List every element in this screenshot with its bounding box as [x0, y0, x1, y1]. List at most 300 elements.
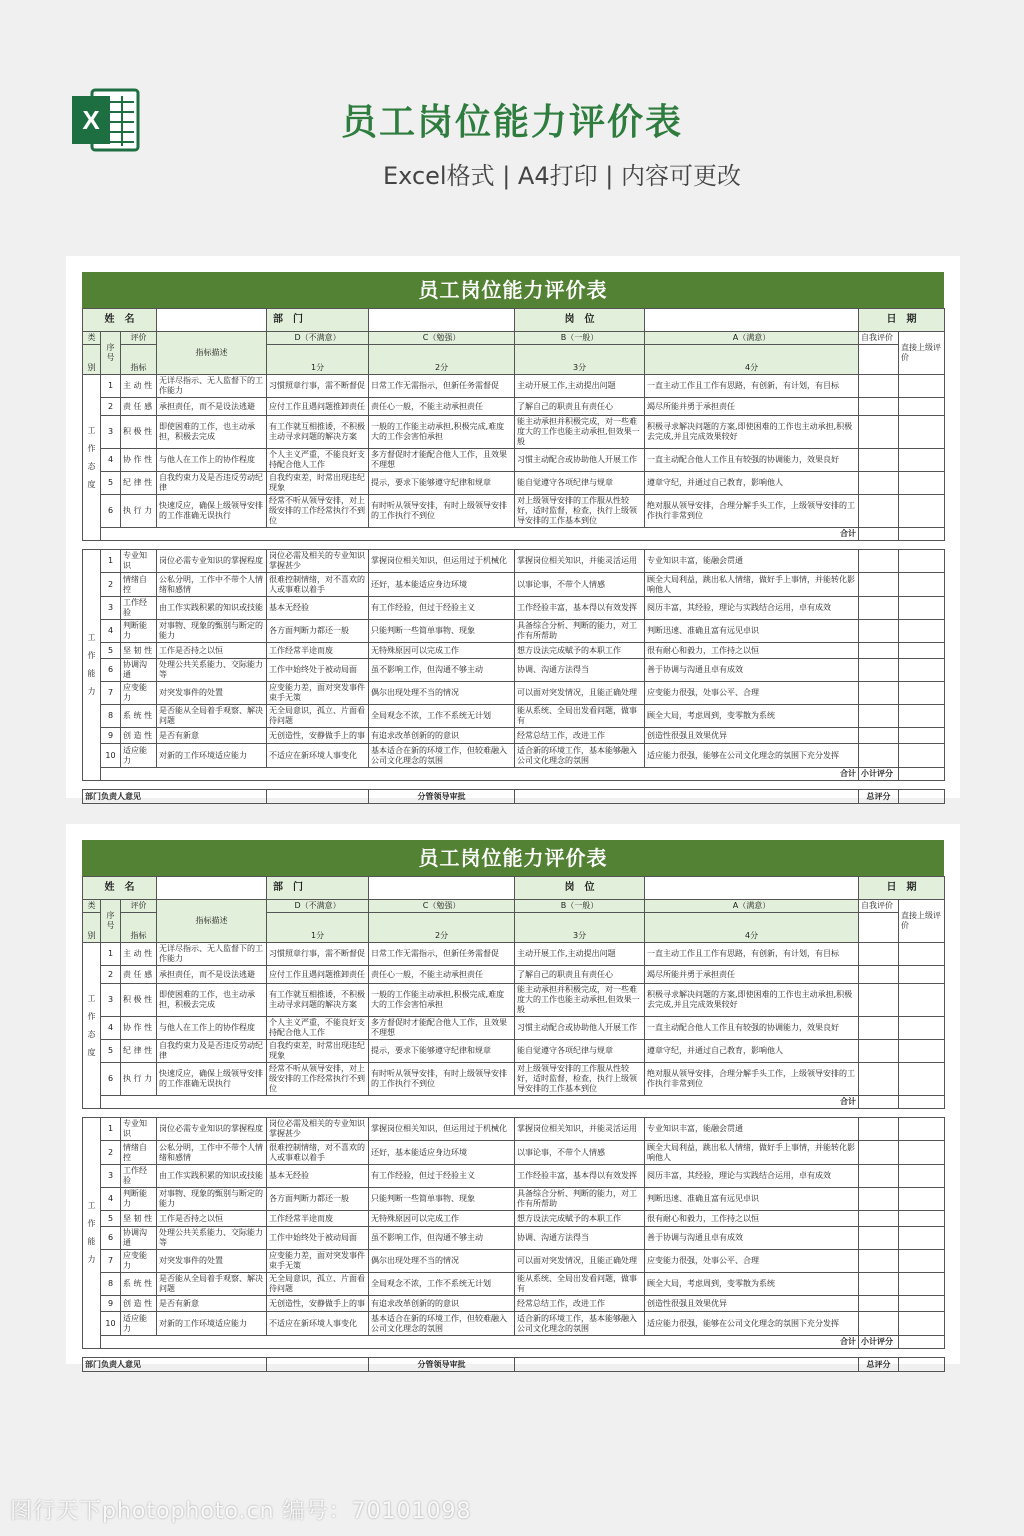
- indicator-name: 主 动 性: [121, 375, 157, 398]
- level-desc: 想方设法完成赋予的本职工作: [515, 1211, 645, 1227]
- row-number: 4: [101, 620, 121, 643]
- level-desc: 提示，要求下能够遵守纪律和规章: [369, 472, 515, 495]
- level-desc: 顾全大局利益，跳出私人情绪，做好手上事情，并能转化影响他人: [645, 573, 859, 597]
- level-desc: 阅历丰富，其经验，理论与实践结合运用，卓有成效: [645, 1165, 859, 1188]
- boss-score-cell[interactable]: [899, 573, 945, 597]
- level-desc: 只能判断一些简单事物、现象: [369, 620, 515, 643]
- level-desc: 主动开展工作,主动提出问题: [515, 375, 645, 398]
- level-a-head: A（满意）: [645, 332, 859, 345]
- level-desc: 竭尽所能并勇于承担责任: [645, 398, 859, 416]
- row-number: 1: [101, 375, 121, 398]
- level-desc: 很有耐心和毅力，工作持之以恒: [645, 1211, 859, 1227]
- boss-score-cell[interactable]: [899, 1188, 945, 1211]
- indicator-desc: 即使困难的工作，也主动承担，积极去完成: [157, 416, 267, 449]
- name-label: 姓 名: [83, 877, 157, 900]
- indicator-desc: 是否能从全局着手观察、解决问题: [157, 705, 267, 728]
- level-desc: 一直主动配合他人工作且有较强的协调能力，效果良好: [645, 1017, 859, 1040]
- self-score-cell[interactable]: [859, 398, 899, 416]
- name-field[interactable]: [157, 877, 267, 900]
- self-score-cell[interactable]: [859, 1273, 899, 1296]
- indicator-desc: 工作是否持之以恒: [157, 1211, 267, 1227]
- evaluation-table: [82, 876, 945, 1372]
- level-desc: 绝对服从领导安排，合理分解手头工作，上级领导安排的工作执行非常到位: [645, 1063, 859, 1096]
- level-desc: 能主动承担并积极完成，对一些难度大的工作也能主动承担,但效果一般: [515, 984, 645, 1017]
- post-field[interactable]: [645, 309, 859, 332]
- indicator-desc: 快速反应，确保上级领导安排的工作准确无误执行: [157, 1063, 267, 1096]
- leader-approval-label: 分管领导审批: [369, 1358, 515, 1372]
- level-desc: 应变能力很强，处事公平、合理: [645, 1250, 859, 1273]
- level-desc: 应付工作且遇问题推卸责任: [267, 966, 369, 984]
- indicator-desc: 由工作实践积累的知识或技能: [157, 1165, 267, 1188]
- self-score-cell[interactable]: [859, 1296, 899, 1312]
- row-number: 6: [101, 495, 121, 528]
- level-desc: 有工作就互相推诿，不积极主动寻求问题的解决方案: [267, 416, 369, 449]
- attitude-category-char: 作: [87, 443, 96, 453]
- level-desc: 很难控制情绪，对不喜欢的人或事难以着手: [267, 1141, 369, 1165]
- boss-score-cell[interactable]: [899, 550, 945, 573]
- level-desc: 虽不影响工作，但沟通不够主动: [369, 1227, 515, 1250]
- indicator-name: 执 行 力: [121, 1063, 157, 1096]
- ability-total-boss[interactable]: [899, 768, 945, 781]
- self-score-cell[interactable]: [859, 375, 899, 398]
- dept-field[interactable]: [369, 877, 515, 900]
- indicator-desc: 承担责任，而不是设法逃避: [157, 966, 267, 984]
- boss-score-cell[interactable]: [899, 495, 945, 528]
- level-desc: 专业知识丰富，能融会贯通: [645, 550, 859, 573]
- row-number: 4: [101, 449, 121, 472]
- ability-row: [83, 597, 945, 620]
- level-desc: 可以面对突发情况，且能正确处理: [515, 1250, 645, 1273]
- self-score-cell[interactable]: [859, 943, 899, 966]
- row-number: 7: [101, 1250, 121, 1273]
- name-field[interactable]: [157, 309, 267, 332]
- ability-category-char: 力: [87, 1255, 96, 1264]
- boss-score-cell[interactable]: [899, 984, 945, 1017]
- score-1: 1分: [267, 913, 369, 943]
- level-desc: 能自觉遵守各项纪律与规章: [515, 472, 645, 495]
- dept-label: 部 门: [267, 877, 369, 900]
- post-field[interactable]: [645, 877, 859, 900]
- self-score-cell[interactable]: [859, 449, 899, 472]
- level-desc: 责任心一般，不能主动承担责任: [369, 398, 515, 416]
- row-number: 9: [101, 728, 121, 744]
- row-number: 8: [101, 1273, 121, 1296]
- row-number: 7: [101, 682, 121, 705]
- self-score-cell[interactable]: [859, 1017, 899, 1040]
- level-desc: 有时听从领导安排，有时上级领导安排的工作执行不到位: [369, 1063, 515, 1096]
- page-header: [0, 0, 1024, 220]
- level-desc: 竭尽所能并勇于承担责任: [645, 966, 859, 984]
- level-desc: 掌握岗位相关知识，并能灵活运用: [515, 550, 645, 573]
- self-score-cell[interactable]: [859, 1188, 899, 1211]
- indicator-name: 工作经验: [121, 1165, 157, 1188]
- self-score-cell[interactable]: [859, 744, 899, 768]
- score-1: 1分: [267, 345, 369, 375]
- level-desc: 积极寻求解决问题的方案,即使困难的工作也主动承担,积极去完成,并且完成效果较好: [645, 416, 859, 449]
- boss-score-cell[interactable]: [899, 375, 945, 398]
- indicator-name: 积 极 性: [121, 984, 157, 1017]
- score-4: 4分: [645, 913, 859, 943]
- level-a-head: A（满意）: [645, 900, 859, 913]
- indicator-desc: 对事物、现象的甄别与断定的能力: [157, 1188, 267, 1211]
- attitude-category-char: 工: [87, 425, 96, 435]
- ability-row: [83, 1141, 945, 1165]
- row-number: 1: [101, 550, 121, 573]
- boss-score-cell[interactable]: [899, 728, 945, 744]
- ability-category: [83, 1118, 101, 1349]
- level-b-head: B（一般）: [515, 332, 645, 345]
- level-desc: 偶尔出现处理不当的情况: [369, 682, 515, 705]
- subtotal-label: 小计评分: [859, 1336, 899, 1349]
- level-desc: 虽不影响工作，但沟通不够主动: [369, 659, 515, 682]
- level-desc: 自我约束差，时常出现违纪现象: [267, 472, 369, 495]
- attitude-row: [83, 398, 945, 416]
- level-desc: 遵章守纪，并通过自己教育，影响他人: [645, 1040, 859, 1063]
- boss-score-cell[interactable]: [899, 472, 945, 495]
- indicator-name: 创 造 性: [121, 1296, 157, 1312]
- ability-total-boss[interactable]: [899, 1336, 945, 1349]
- attitude-total-boss[interactable]: [899, 528, 945, 541]
- level-desc: 有追求改革创新的的意识: [369, 728, 515, 744]
- level-desc: 以事论事，不带个人情感: [515, 1141, 645, 1165]
- ability-row: [83, 643, 945, 659]
- level-desc: 能自觉遵守各项纪律与规章: [515, 1040, 645, 1063]
- ability-row: [83, 1296, 945, 1312]
- level-desc: 无特殊原因可以完成工作: [369, 643, 515, 659]
- ability-row: [83, 659, 945, 682]
- score-2: 2分: [369, 913, 515, 943]
- self-score-cell[interactable]: [859, 1250, 899, 1273]
- indicator-name: 工作经验: [121, 597, 157, 620]
- score-3: 3分: [515, 913, 645, 943]
- indicator-name: 协调沟通: [121, 1227, 157, 1250]
- level-desc: 工作经常半途而废: [267, 643, 369, 659]
- indicator-name: 情绪自控: [121, 1141, 157, 1165]
- self-score-cell[interactable]: [859, 984, 899, 1017]
- level-desc: 有工作就互相推诿，不积极主动寻求问题的解决方案: [267, 984, 369, 1017]
- boss-score-cell[interactable]: [899, 1165, 945, 1188]
- indicator-name: 应变能力: [121, 1250, 157, 1273]
- ability-row: [83, 1165, 945, 1188]
- level-desc: 个人主义严重，不能良好支持配合他人工作: [267, 449, 369, 472]
- level-desc: 经常总结工作，改进工作: [515, 1296, 645, 1312]
- level-desc: 绝对服从领导安排，合理分解手头工作，上级领导安排的工作执行非常到位: [645, 495, 859, 528]
- boss-score-cell[interactable]: [899, 943, 945, 966]
- self-score-cell[interactable]: [859, 620, 899, 643]
- final-score-field[interactable]: [899, 790, 945, 804]
- level-desc: 一直主动工作且工作有思路，有创新，有计划，有目标: [645, 943, 859, 966]
- row-number: 5: [101, 472, 121, 495]
- ability-row: [83, 1250, 945, 1273]
- level-desc: 经常不听从领导安排，对上级安排的工作经常执行不到位: [267, 1063, 369, 1096]
- self-score-cell[interactable]: [859, 1118, 899, 1141]
- ability-row: [83, 744, 945, 768]
- indicator-desc: 处理公共关系能力、交际能力等: [157, 1227, 267, 1250]
- level-desc: 无创造性，安静做手上的事: [267, 1296, 369, 1312]
- attitude-category: [83, 943, 101, 1109]
- row-number: 3: [101, 597, 121, 620]
- boss-score-cell[interactable]: [899, 1063, 945, 1096]
- indicator-name: 适应能力: [121, 1312, 157, 1336]
- level-desc: 多方督促时才能配合他人工作，且效果不理想: [369, 449, 515, 472]
- level-desc: 经常不听从领导安排，对上级安排的工作经常执行不到位: [267, 495, 369, 528]
- boss-score-cell[interactable]: [899, 744, 945, 768]
- level-desc: 能主动承担并积极完成，对一些难度大的工作也能主动承担,但效果一般: [515, 416, 645, 449]
- level-desc: 无特殊原因可以完成工作: [369, 1211, 515, 1227]
- level-desc: 掌握岗位相关知识，并能灵活运用: [515, 1118, 645, 1141]
- attitude-total-boss[interactable]: [899, 1096, 945, 1109]
- ability-row: [83, 1312, 945, 1336]
- indicator-name: 应变能力: [121, 682, 157, 705]
- level-desc: 应变能力很强，处事公平、合理: [645, 682, 859, 705]
- separator-row: [83, 541, 945, 550]
- self-score-cell[interactable]: [859, 643, 899, 659]
- indicator-desc: 对突发事件的处置: [157, 682, 267, 705]
- boss-score-cell[interactable]: [899, 398, 945, 416]
- level-desc: 一直主动工作且工作有思路，有创新，有计划，有目标: [645, 375, 859, 398]
- dept-opinion-field[interactable]: [267, 790, 369, 804]
- row-number: 4: [101, 1017, 121, 1040]
- boss-score-cell[interactable]: [899, 1296, 945, 1312]
- final-score-field[interactable]: [899, 1358, 945, 1372]
- ability-row: [83, 1227, 945, 1250]
- ability-row: [83, 620, 945, 643]
- self-score-cell[interactable]: [859, 1040, 899, 1063]
- self-score-cell[interactable]: [859, 705, 899, 728]
- boss-score-cell[interactable]: [899, 705, 945, 728]
- self-score-cell[interactable]: [859, 728, 899, 744]
- level-desc: 无全局意识，孤立、片面看待问题: [267, 1273, 369, 1296]
- level-desc: 想方设法完成赋予的本职工作: [515, 643, 645, 659]
- level-desc: 习惯主动配合或协助他人开展工作: [515, 1017, 645, 1040]
- boss-score-cell[interactable]: [899, 1017, 945, 1040]
- level-desc: 责任心一般，不能主动承担责任: [369, 966, 515, 984]
- name-label: 姓 名: [83, 309, 157, 332]
- indicator-name: 判断能力: [121, 1188, 157, 1211]
- level-desc: 能从系统、全局出发看问题，做事有: [515, 1273, 645, 1296]
- level-desc: 有工作经验，但过于经验主义: [369, 597, 515, 620]
- boss-score-cell[interactable]: [899, 1211, 945, 1227]
- head-row-1: [83, 900, 945, 913]
- indicator-name: 适应能力: [121, 744, 157, 768]
- boss-score-cell[interactable]: [899, 1040, 945, 1063]
- row-number: 3: [101, 1165, 121, 1188]
- indicator-head: 指标: [121, 345, 157, 375]
- dept-label: 部 门: [267, 309, 369, 332]
- level-desc: 顾全大局，考虑周到，变零散为系统: [645, 1273, 859, 1296]
- level-desc: 应付工作且遇问题推卸责任: [267, 398, 369, 416]
- self-eval-blank: [859, 345, 899, 375]
- level-desc: 工作经常半途而废: [267, 1211, 369, 1227]
- level-desc: 可以面对突发情况，且能正确处理: [515, 682, 645, 705]
- attitude-row: [83, 1063, 945, 1096]
- row-number: 2: [101, 966, 121, 984]
- ability-total-label: 合计: [101, 768, 859, 781]
- level-desc: 经常总结工作，改进工作: [515, 728, 645, 744]
- ability-row: [83, 550, 945, 573]
- indicator-desc: 公私分明，工作中不带个人情绪和感情: [157, 573, 267, 597]
- boss-score-cell[interactable]: [899, 1141, 945, 1165]
- boss-score-cell[interactable]: [899, 1118, 945, 1141]
- level-desc: 善于协调与沟通且卓有成效: [645, 659, 859, 682]
- attitude-row: [83, 984, 945, 1017]
- attitude-category-char: 作: [87, 1011, 96, 1021]
- level-desc: 了解自己的职责且有责任心: [515, 966, 645, 984]
- level-desc: 很难控制情绪，对不喜欢的人或事难以着手: [267, 573, 369, 597]
- level-desc: 工作中始终处于被动局面: [267, 659, 369, 682]
- level-d-head: D（不满意）: [267, 900, 369, 913]
- level-c-head: C（勉强）: [369, 332, 515, 345]
- attitude-row: [83, 416, 945, 449]
- self-score-cell[interactable]: [859, 659, 899, 682]
- dept-opinion-label: 部门负责人意见: [83, 1358, 267, 1372]
- boss-score-cell[interactable]: [899, 620, 945, 643]
- indicator-desc: 无详尽指示、无人监督下的工作能力: [157, 375, 267, 398]
- self-score-cell[interactable]: [859, 1063, 899, 1096]
- indicator-name: 坚 韧 性: [121, 643, 157, 659]
- attitude-category-char: 工: [87, 993, 96, 1003]
- indicator-desc: 是否有新意: [157, 728, 267, 744]
- self-score-cell[interactable]: [859, 1227, 899, 1250]
- separator-row: [83, 781, 945, 790]
- attitude-category: [83, 375, 101, 541]
- self-score-cell[interactable]: [859, 1165, 899, 1188]
- leader-approval-field[interactable]: [515, 790, 859, 804]
- indicator-desc: 即使困难的工作，也主动承担，积极去完成: [157, 984, 267, 1017]
- self-score-cell[interactable]: [859, 597, 899, 620]
- level-desc: 掌握岗位相关知识，但运用过于机械化: [369, 550, 515, 573]
- indicator-desc: 自我约束力及是否违反劳动纪律: [157, 1040, 267, 1063]
- level-desc: 一般的工作能主动承担,积极完成,难度大的工作会害怕承担: [369, 984, 515, 1017]
- level-desc: 还好，基本能适应身边环境: [369, 573, 515, 597]
- self-eval-head: 自我评价: [859, 332, 899, 345]
- boss-score-cell[interactable]: [899, 449, 945, 472]
- sheet-banner: 员工岗位能力评价表: [82, 840, 944, 876]
- svg-text:X: X: [82, 105, 100, 135]
- attitude-total-label: 合计: [101, 1096, 859, 1109]
- indicator-desc: 岗位必需专业知识的掌握程度: [157, 1118, 267, 1141]
- row-number: 5: [101, 1211, 121, 1227]
- leader-approval-label: 分管领导审批: [369, 790, 515, 804]
- dept-opinion-field[interactable]: [267, 1358, 369, 1372]
- indicator-name: 协 作 性: [121, 1017, 157, 1040]
- level-desc: 岗位必需及相关的专业知识掌握甚少: [267, 550, 369, 573]
- score-3: 3分: [515, 345, 645, 375]
- level-desc: 习惯主动配合或协助他人开展工作: [515, 449, 645, 472]
- boss-score-cell[interactable]: [899, 682, 945, 705]
- indicator-desc: 对新的工作环境适应能力: [157, 744, 267, 768]
- eval-head: 评价: [121, 900, 157, 913]
- attitude-total-self[interactable]: [859, 1096, 899, 1109]
- self-score-cell[interactable]: [859, 1211, 899, 1227]
- boss-score-cell[interactable]: [899, 1250, 945, 1273]
- level-desc: 协调、沟通方法得当: [515, 1227, 645, 1250]
- row-number: 8: [101, 705, 121, 728]
- attitude-row: [83, 966, 945, 984]
- boss-score-cell[interactable]: [899, 643, 945, 659]
- boss-score-cell[interactable]: [899, 1312, 945, 1336]
- level-desc: 岗位必需及相关的专业知识掌握甚少: [267, 1118, 369, 1141]
- level-desc: 基本适合在新的环境工作，但较难融入公司文化理念的氛围: [369, 1312, 515, 1336]
- dept-field[interactable]: [369, 309, 515, 332]
- boss-score-cell[interactable]: [899, 1273, 945, 1296]
- self-score-cell[interactable]: [859, 1312, 899, 1336]
- self-eval-head: 自我评价: [859, 900, 899, 913]
- level-desc: 判断迅速、准确且富有远见卓识: [645, 1188, 859, 1211]
- level-desc: 善于协调与沟通且卓有成效: [645, 1227, 859, 1250]
- indicator-head: 指标: [121, 913, 157, 943]
- self-score-cell[interactable]: [859, 573, 899, 597]
- attitude-total-row: [83, 1096, 945, 1109]
- date-label: 日 期: [859, 877, 945, 900]
- ability-row: [83, 1188, 945, 1211]
- post-label: 岗 位: [515, 877, 645, 900]
- indicator-name: 坚 韧 性: [121, 1211, 157, 1227]
- attitude-row: [83, 943, 945, 966]
- level-desc: 适应能力很强，能够在公司文化理念的氛围下充分发挥: [645, 744, 859, 768]
- boss-score-cell[interactable]: [899, 659, 945, 682]
- row-number: 5: [101, 1040, 121, 1063]
- level-desc: 具备综合分析、判断的能力，对工作有所帮助: [515, 1188, 645, 1211]
- self-score-cell[interactable]: [859, 495, 899, 528]
- indicator-desc: 与他人在工作上的协作程度: [157, 449, 267, 472]
- level-desc: 协调、沟通方法得当: [515, 659, 645, 682]
- row-number: 6: [101, 659, 121, 682]
- ability-category-char: 能: [87, 669, 96, 678]
- boss-score-cell[interactable]: [899, 966, 945, 984]
- level-desc: 无创造性，安静做手上的事: [267, 728, 369, 744]
- level-desc: 全局观念不浓，工作不系统无计划: [369, 1273, 515, 1296]
- boss-score-cell[interactable]: [899, 1227, 945, 1250]
- row-number: 1: [101, 943, 121, 966]
- boss-score-cell[interactable]: [899, 416, 945, 449]
- indicator-name: 协 作 性: [121, 449, 157, 472]
- attitude-category-char: 态: [87, 1029, 96, 1039]
- level-desc: 应变能力差，面对突发事件束手无策: [267, 682, 369, 705]
- indicator-desc: 自我约束力及是否违反劳动纪律: [157, 472, 267, 495]
- info-row: [83, 877, 945, 900]
- attitude-row: [83, 449, 945, 472]
- level-desc: 习惯照章行事，需不断督促: [267, 375, 369, 398]
- subtotal-label: 小计评分: [859, 768, 899, 781]
- attitude-total-self[interactable]: [859, 528, 899, 541]
- level-desc: 对上级领导安排的工作服从性较好，适时监督，检查，执行上级领导安排的工作基本到位: [515, 1063, 645, 1096]
- level-desc: 适应能力很强，能够在公司文化理念的氛围下充分发挥: [645, 1312, 859, 1336]
- level-desc: 创造性很强且效果优异: [645, 1296, 859, 1312]
- self-score-cell[interactable]: [859, 472, 899, 495]
- self-score-cell[interactable]: [859, 682, 899, 705]
- final-score-label: 总评分: [859, 1358, 899, 1372]
- level-desc: 顾全大局，考虑周到，变零散为系统: [645, 705, 859, 728]
- self-score-cell[interactable]: [859, 966, 899, 984]
- ability-row: [83, 1211, 945, 1227]
- indicator-name: 积 极 性: [121, 416, 157, 449]
- indicator-desc: 岗位必需专业知识的掌握程度: [157, 550, 267, 573]
- ability-row: [83, 1118, 945, 1141]
- self-score-cell[interactable]: [859, 416, 899, 449]
- level-desc: 习惯照章行事，需不断督促: [267, 943, 369, 966]
- leader-approval-field[interactable]: [515, 1358, 859, 1372]
- level-desc: 一直主动配合他人工作且有较强的协调能力，效果良好: [645, 449, 859, 472]
- self-score-cell[interactable]: [859, 1141, 899, 1165]
- score-2: 2分: [369, 345, 515, 375]
- indicator-name: 专业知识: [121, 1118, 157, 1141]
- row-number: 5: [101, 643, 121, 659]
- info-row: [83, 309, 945, 332]
- ability-category-char: 力: [87, 687, 96, 696]
- boss-score-cell[interactable]: [899, 597, 945, 620]
- self-score-cell[interactable]: [859, 550, 899, 573]
